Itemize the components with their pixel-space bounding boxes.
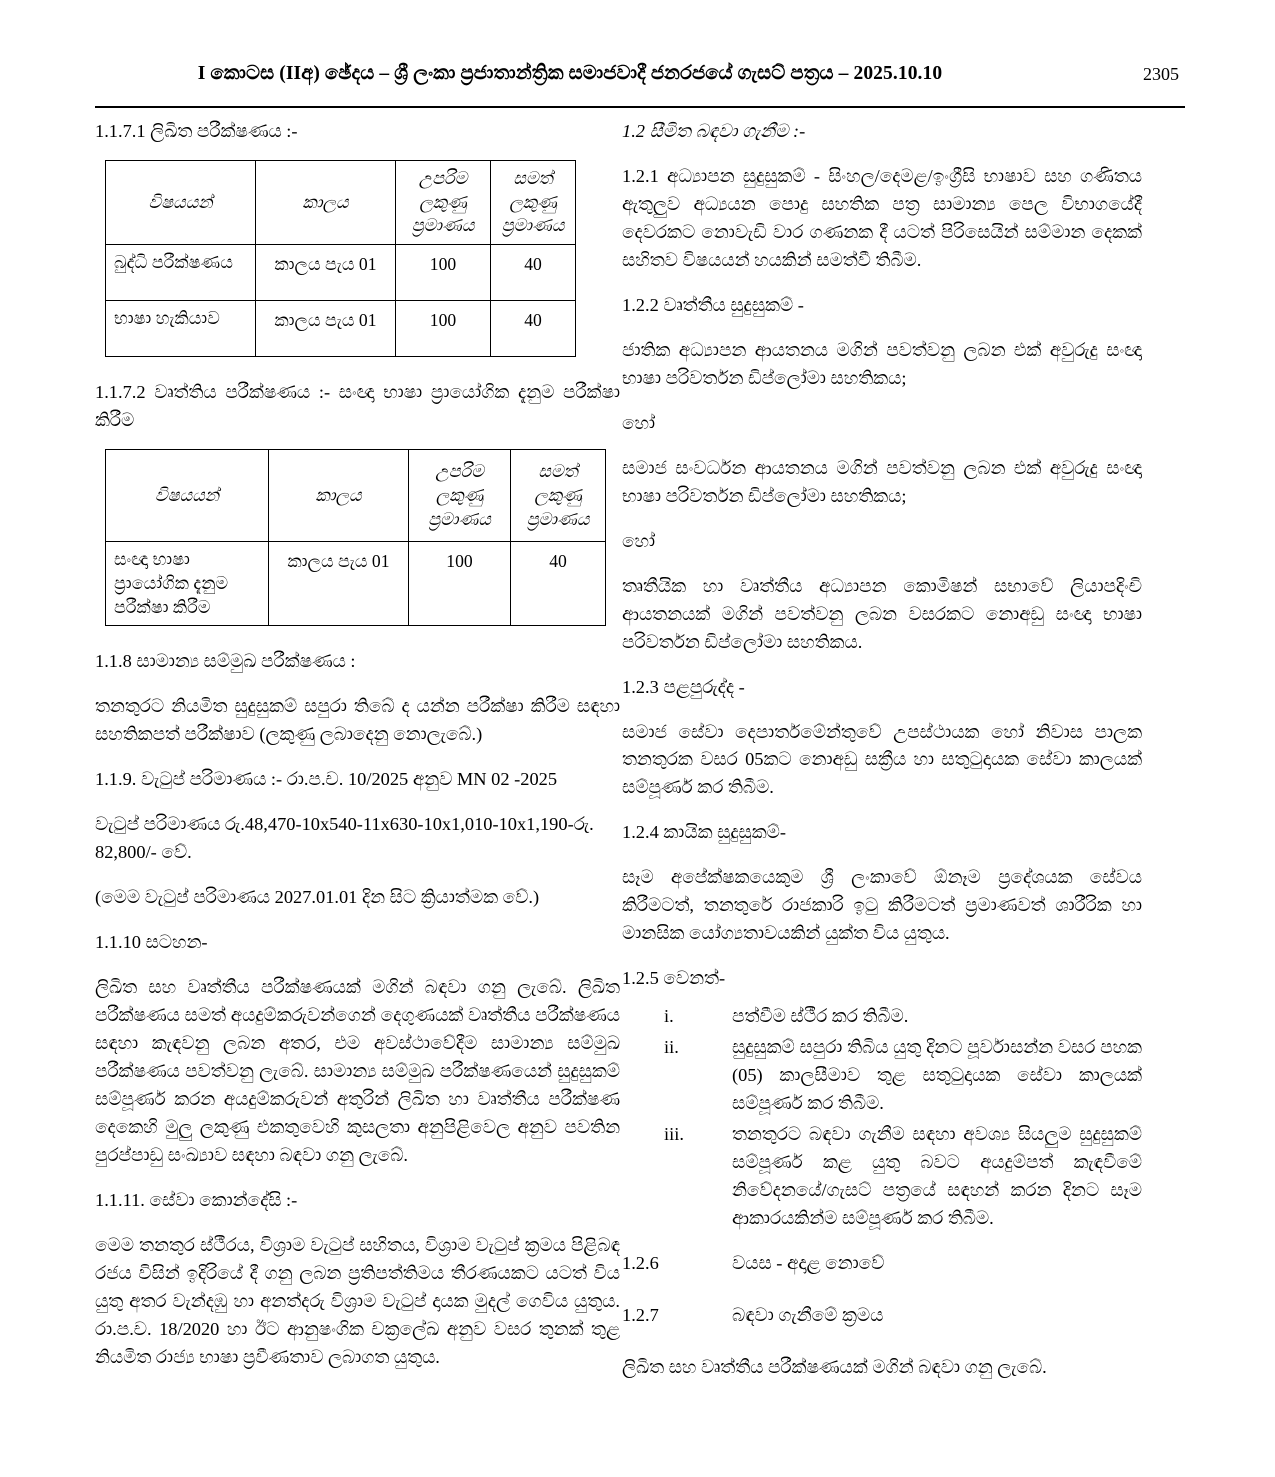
section-1-1-7-1-heading: 1.1.7.1 ලිඛිත පරීක්ෂණය :- xyxy=(95,121,298,141)
section-1-2-7-body: ලිඛිත සහ වෘත්තීය පරීක්ෂණයක් මගින් බඳවා ගනු ලැබේ. xyxy=(622,1356,1047,1377)
list-item-text: තනතුරට බඳවා ගැනීම සඳහා අවශ්‍ය සියලුම සුදුසුකම් සම්පූර්ණ කළ යුතු බවට අයදුම්පත් කැඳවීමේ නිවේදනයේ/ගැසට් පත්‍රයේ සඳහන් කරන දිනට සෑම ආකාරයකින්ම සම්පූර්ණ කර තිබීම. xyxy=(732,1124,1142,1229)
cell-pass-marks: 40 xyxy=(491,301,576,357)
list-item-numeral: ii. xyxy=(664,1037,679,1058)
section-1-1-10-body: ලිඛිත සහ වෘත්තීය පරීක්ෂණයක් මගින් බඳවා ගනු ලැබේ. ලිඛිත පරීක්ෂණය සමත් අයදුම්කරුවන්ගෙන් දෙගුණයක් වෘත්තීය පරීක්ෂණය සඳහා කැඳවනු ලබන අතර, එම අවස්ථාවේදීම සාමාන්‍ය සම්මුඛ පරීක්ෂණය පවත්වනු ලැබේ. සාමාන්‍ය සම්මුඛ පරීක්ෂණයෙන් සුදුසුකම් සම්පූර්ණ කරන අයදුම්කරුවන් අතුරින් ලිඛිත හා වෘත්තීය පරීක්ෂණ දෙකෙහි මුලු ලකුණු එකතුවෙහි කුසලතා අනුපිළිවෙල අනුව පවතින පුරප්පාඩු සංඛ්‍යාව සඳහා බඳවා ගනු ලැබේ. xyxy=(95,977,620,1165)
list-item-numeral: iii. xyxy=(664,1124,684,1145)
section-1-2-3-heading: 1.2.3 පළපුරුද්ද - xyxy=(622,676,745,697)
section-1-2-3-body: සමාජ සේවා දෙපාර්තමේන්තුවේ උපස්ථායක හෝ නිවාස පාලක තනතුරක වසර 05කට නොඅඩු සක්‍රීය හා සතුටුදායක සේවා කාලයක් සම්පූර්ණ කර තිබීම. xyxy=(622,721,1142,798)
written-exam-table xyxy=(105,160,576,357)
table1-col-duration: කාලය xyxy=(256,160,396,244)
cell-max-marks: 100 xyxy=(396,245,491,301)
section-1-1-8-heading: 1.1.8 සාමාන්‍ය සම්මුඛ පරීක්ෂණය : xyxy=(95,651,356,672)
list-item xyxy=(622,1003,1142,1031)
cell-subject: සංඥා භාෂා ප්‍රායෝගික දැනුම පරීක්ෂා කිරීම xyxy=(106,542,269,626)
page-header xyxy=(95,62,1185,110)
section-1-2-4-body: සෑම අපේක්ෂකයෙකුම ශ්‍රී ලංකාවේ ඕනෑම ප්‍රදේශයක සේවය කිරීමටත්, තනතුරේ රාජකාරි ඉටු කිරීමටත් ප්‍රමාණවත් ශාරීරික හා මානසික යෝග්‍යතාවයකින් යුක්ත විය යුතුය. xyxy=(622,867,1142,944)
cell-subject: බුද්ධි පරීක්ෂණය xyxy=(106,245,256,301)
section-1-1-7-2-heading: 1.1.7.2 වෘත්තිය පරීක්ෂණය :- සංඥා භාෂා ප්‍රායෝගික දැනුම පරීක්ෂා කිරීම xyxy=(95,382,620,431)
section-1-2-6-number: 1.2.6 xyxy=(622,1253,659,1273)
section-1-1-8-body: තනතුරට නියමිත සුදුසුකම් සපුරා තිබේ ද යන්න පරීක්ෂා කිරීම සඳහා සහතිකපත් පරීක්ෂාව (ලකුණු ලබාදෙනු නොලැබේ.) xyxy=(95,696,620,745)
section-1-2-5-heading: 1.2.5 වෙනත්- xyxy=(622,968,726,989)
left-column xyxy=(95,118,620,1389)
cell-max-marks: 100 xyxy=(409,542,511,626)
section-1-1-9-salary-scale: වැටුප් පරිමාණය රු.48,470-10x540-11x630-10x1,010-10x1,190-රු. 82,800/- වේ. xyxy=(95,814,594,863)
table1-col-subject: විෂයයන් xyxy=(106,160,256,244)
cell-max-marks: 100 xyxy=(396,301,491,357)
cell-duration: කාලය පැය 01 xyxy=(269,542,409,626)
section-1-1-9-note: (මෙම වැටුප් පරිමාණය 2027.01.01 දින සිට ක්‍රියාත්මක වේ.) xyxy=(95,887,540,908)
table2-col-pass-marks: සමත් ලකුණු ප්‍රමාණය xyxy=(511,450,606,542)
table1-col-pass-marks: සමත් ලකුණු ප්‍රමාණය xyxy=(491,160,576,244)
section-1-2-4-heading: 1.2.4 කායික සුදුසුකම්- xyxy=(622,822,787,843)
list-item-numeral: i. xyxy=(664,1006,674,1027)
section-1-2-6 xyxy=(622,1250,1142,1278)
section-1-2-2-or-1: හෝ xyxy=(622,412,656,433)
section-1-1-9-heading: 1.1.9. වැටුප් පරිමාණය :- රා.ප.ච. 10/2025 අනුව MN 02 -2025 xyxy=(95,769,558,790)
section-1-2-2-or-2: හෝ xyxy=(622,530,656,551)
table-header-row xyxy=(106,450,606,542)
cell-duration: කාලය පැය 01 xyxy=(256,245,396,301)
section-1-2-1-body: 1.2.1 අධ්‍යාපන සුදුසුකම් - සිංහල/දෙමළ/ඉංග්‍රීසි භාෂාව සහ ගණිතය ඇතුලුව අධ්‍යයන පොදු සහතික පත්‍ර සාමාන්‍ය පෙල විභාගයේදී දෙවරකට නොවැඩි වාර ගණනක දී යටත් පිරිසෙයින් සම්මාන දෙකක් සහිතව විෂයයන් හයකින් සමත්වී තිබීම. xyxy=(622,165,1142,270)
table-row xyxy=(106,542,606,626)
section-1-1-11-heading: 1.1.11. සේවා කොන්දේසි :- xyxy=(95,1189,298,1210)
cell-pass-marks: 40 xyxy=(511,542,606,626)
gazette-header-title: I කොටස (IIඅ) ඡේදය – ශ්‍රී ලංකා ප්‍රජාතාන්ත්‍රික සමාජවාදී ජනරජයේ ගැසට් පත්‍රය – 2025.10.10 xyxy=(197,63,943,84)
list-item xyxy=(622,1121,1142,1233)
header-divider xyxy=(95,106,1185,108)
section-1-2-2-option-3: තෘතීයික හා වෘත්තීය අධ්‍යාපන කොමිෂන් සභාවේ ලියාපදිංචි ආයතනයක් මගින් පවත්වනු ලබන වසරකට නොඅඩු සංඥා භාෂා පරිවර්තන ඩිප්ලෝමා සහතිකය. xyxy=(622,575,1142,652)
section-1-2-heading: 1.2 සීමිත බඳවා ගැනීම :- xyxy=(622,121,806,141)
table2-col-max-marks: උපරිම ලකුණු ප්‍රමාණය xyxy=(409,450,511,542)
section-1-2-2-heading: 1.2.2 වෘත්තීය සුදුසුකම් - xyxy=(622,294,804,315)
right-column xyxy=(622,118,1142,1399)
section-1-1-10-heading: 1.1.10 සටහන- xyxy=(95,932,208,953)
section-1-2-6-text: වයස - අදාළ නොවේ xyxy=(732,1253,885,1273)
cell-subject: භාෂා හැකියාව xyxy=(106,301,256,357)
list-item-text: පත්වීම ස්ථීර කර තිබීම. xyxy=(732,1006,909,1027)
section-1-2-2-option-1: ජාතික අධ්‍යාපන ආයතනය මගින් පවත්වනු ලබන එක් අවුරුදු සංඥා භාෂා පරිවර්තන ඩිප්ලෝමා සහතිකය; xyxy=(622,339,1142,388)
page-number: 2305 xyxy=(1143,64,1179,84)
section-1-2-5-list xyxy=(622,1003,1142,1233)
professional-exam-table xyxy=(105,449,606,626)
table-row xyxy=(106,245,576,301)
table2-col-duration: කාලය xyxy=(269,450,409,542)
list-item-text: සුදුසුකම් සපුරා තිබිය යුතු දිනට පූර්වාසන්න වසර පහක (05) කාලසීමාව තුළ සතුටුදායක සේවා කාලයක් සම්පූර්ණ කර තිබීම. xyxy=(732,1037,1142,1114)
section-1-2-7 xyxy=(622,1302,1142,1330)
table2-col-subject: විෂයයන් xyxy=(106,450,269,542)
table-row xyxy=(106,301,576,357)
list-item xyxy=(622,1034,1142,1118)
cell-pass-marks: 40 xyxy=(491,245,576,301)
cell-duration: කාලය පැය 01 xyxy=(256,301,396,357)
section-1-2-2-option-2: සමාජ සංවර්ධන ආයතනය මගින් පවත්වනු ලබන එක් අවුරුදු සංඥා භාෂා පරිවර්තන ඩිප්ලෝමා සහතිකය; xyxy=(622,457,1142,506)
section-1-2-7-text: බඳවා ගැනීමේ ක්‍රමය xyxy=(732,1304,884,1325)
table1-col-max-marks: උපරිම ලකුණු ප්‍රමාණය xyxy=(396,160,491,244)
table-header-row xyxy=(106,160,576,244)
section-1-1-11-body: මෙම තනතුර ස්ථීරය, විශ්‍රාම වැටුප් සහිතය, විශ්‍රාම වැටුප් ක්‍රමය පිළිබඳ රජය විසින් ඉදිරියේ දී ගනු ලබන ප්‍රතිපත්තිමය තීරණයකට යටත් විය යුතු අතර වැන්දඹු හා අනත්දරු විශ්‍රාම වැටුප් දායක මුදල් ගෙවිය යුතුය. රා.ප.ච. 18/2020 හා ඊට ආනුෂංගික චක්‍රලේඛ අනුව වසර තුනක් තුළ නියමිත රාජ්‍ය භාෂා ප්‍රවීණතාව ලබාගත යුතුය. xyxy=(95,1234,620,1367)
section-1-2-7-number: 1.2.7 xyxy=(622,1304,659,1325)
